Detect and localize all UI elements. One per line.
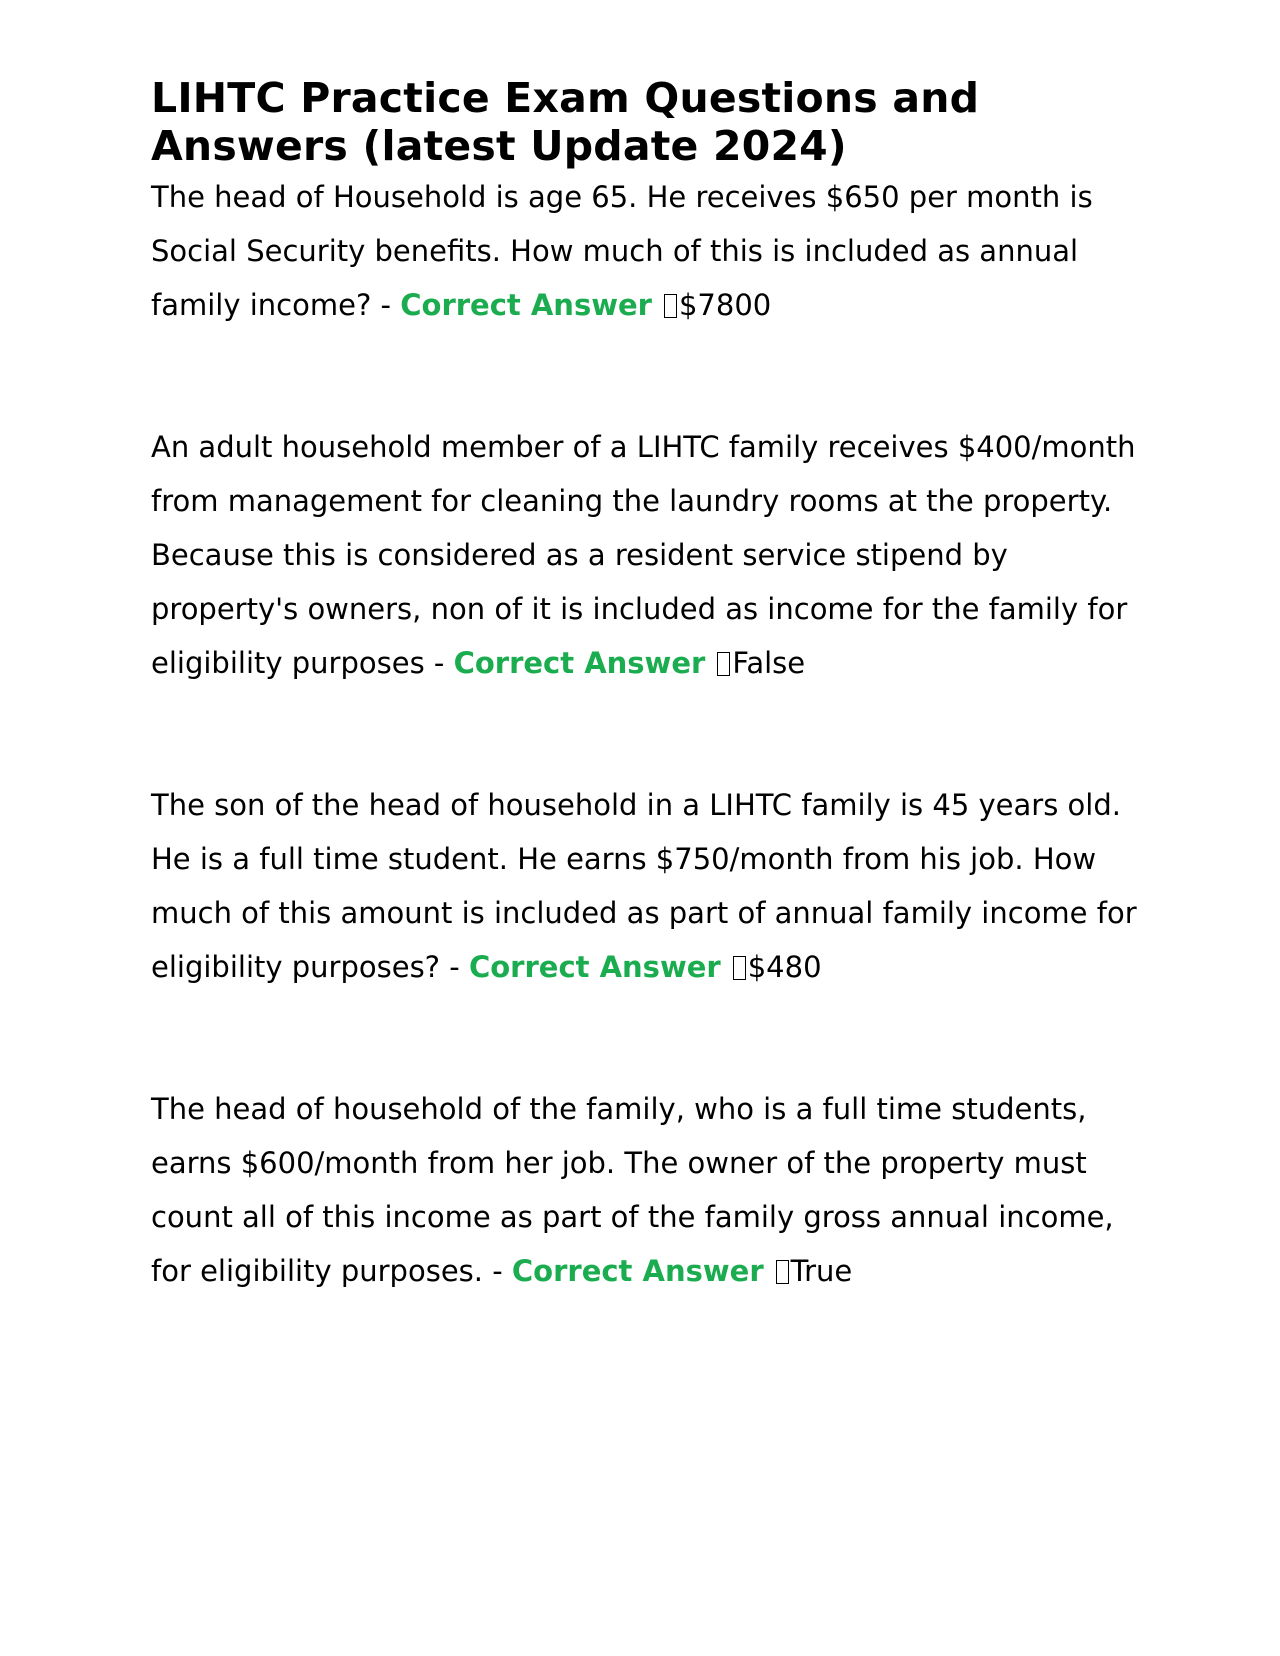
- qa-item: [151, 778, 1141, 994]
- question-text: The son of the head of household in a LIHTC family is 45 years old. He is a full time student. He earns $750/month from his job. How much of this amount is included as part of annual family income for eligibility purposes? -: [151, 788, 1137, 984]
- correct-answer-label: Correct Answer: [453, 646, 706, 680]
- answer-text: $480: [747, 950, 822, 984]
- qa-item: [151, 170, 1141, 332]
- question-text: The head of Household is age 65. He receives $650 per month is Social Security benefits. How much of this is included as annual family income? -: [151, 180, 1093, 322]
- correct-answer-label: Correct Answer: [468, 950, 721, 984]
- missing-glyph-icon: [733, 956, 746, 980]
- question-text: The head of household of the family, who is a full time students, earns $600/month from her job. The owner of the property must count all of this income as part of the family gross annual income, for eligibility purposes. -: [151, 1092, 1114, 1288]
- document-title: LIHTC Practice Exam Questions and Answers (latest Update 2024): [151, 74, 980, 170]
- missing-glyph-icon: [664, 294, 677, 318]
- answer-text: False: [732, 646, 806, 680]
- answer-text: True: [790, 1254, 853, 1288]
- qa-item: [151, 420, 1141, 690]
- question-text: An adult household member of a LIHTC family receives $400/month from management for cleaning the laundry rooms at the property. Because this is considered as a resident service stipend by property's owners, non of it is included as income for the family for eligibility purposes -: [151, 430, 1136, 680]
- document-page: [151, 74, 1141, 1298]
- correct-answer-label: Correct Answer: [400, 288, 652, 322]
- missing-glyph-icon: [776, 1260, 789, 1284]
- answer-text: $7800: [678, 288, 772, 322]
- missing-glyph-icon: [717, 652, 730, 676]
- qa-list: [151, 170, 1141, 1298]
- qa-item: [151, 1082, 1141, 1298]
- correct-answer-label: Correct Answer: [511, 1254, 764, 1288]
